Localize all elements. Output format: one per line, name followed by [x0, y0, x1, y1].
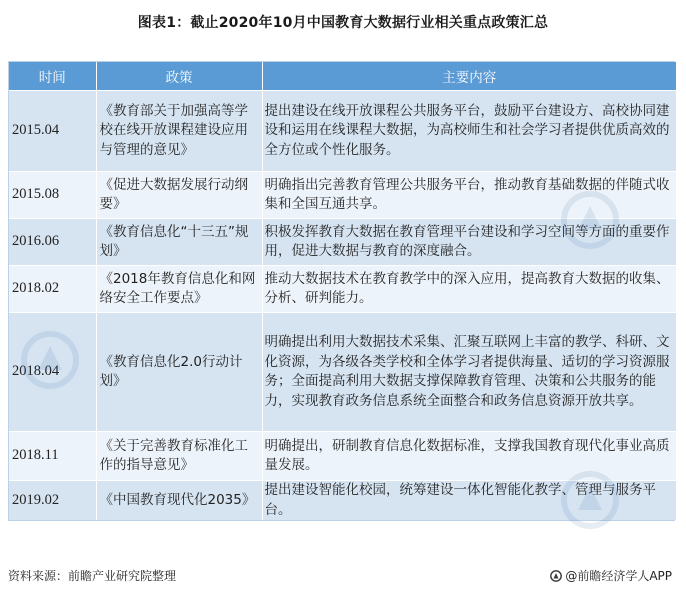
source-note: 资料来源：前瞻产业研究院整理 [8, 569, 177, 583]
table-row [9, 313, 676, 432]
header-content: 主要内容 [262, 62, 676, 91]
header-policy: 政策 [96, 62, 262, 91]
table-row [9, 266, 676, 313]
table-header-row [9, 62, 676, 91]
cell-policy: 《关于完善教育标准化工作的指导意见》 [96, 432, 262, 481]
cell-content: 提出建设在线开放课程公共服务平台，鼓励平台建设方、高校协同建设和运用在线课程大数据，为高校师生和社会学习者提供优质高效的全方位或个性化服务。 [262, 91, 676, 172]
brand-label: @前瞻经济学人APP [565, 569, 672, 583]
cell-policy: 《教育信息化2.0行动计划》 [96, 313, 262, 432]
header-time: 时间 [9, 62, 96, 91]
cell-policy: 《2018年教育信息化和网络安全工作要点》 [96, 266, 262, 313]
cell-content: 积极发挥教育大数据在教育管理平台建设和学习空间等方面的重要作用，促进大数据与教育的深度融合。 [262, 219, 676, 266]
cell-policy: 《教育信息化“十三五”规划》 [96, 219, 262, 266]
table-row [9, 481, 676, 521]
cell-content: 明确提出利用大数据技术采集、汇聚互联网上丰富的教学、科研、文化资源，为各级各类学校和全体学习者提供海量、适切的学习资源服务；全面提高利用大数据支撑保障教育管理、决策和公共服务的能力，实现教育政务信息系统全面整合和政务信息资源开放共享。 [262, 313, 676, 432]
brand-credit [550, 567, 672, 584]
cell-policy: 《教育部关于加强高等学校在线开放课程建设应用与管理的意见》 [96, 91, 262, 172]
table-row [9, 432, 676, 481]
cell-content: 推动大数据技术在教育教学中的深入应用，提高教育大数据的收集、分析、研判能力。 [262, 266, 676, 313]
cell-time: 2019.02 [9, 481, 96, 521]
cell-time: 2018.02 [9, 266, 96, 313]
policy-table [9, 62, 676, 520]
cell-content: 明确指出完善教育管理公共服务平台，推动教育基础数据的伴随式收集和全国互通共享。 [262, 172, 676, 219]
chart-title: 图表1：截止2020年10月中国教育大数据行业相关重点政策汇总 [137, 15, 549, 31]
qianzhan-logo-icon [550, 570, 562, 582]
cell-policy: 《中国教育现代化2035》 [96, 481, 262, 521]
cell-time: 2018.04 [9, 313, 96, 432]
cell-content: 明确提出，研制教育信息化数据标准，支撑我国教育现代化事业高质量发展。 [262, 432, 676, 481]
cell-time: 2016.06 [9, 219, 96, 266]
policy-table-container [8, 61, 675, 521]
cell-time: 2015.04 [9, 91, 96, 172]
table-row [9, 219, 676, 266]
cell-time: 2018.11 [9, 432, 96, 481]
cell-time: 2015.08 [9, 172, 96, 219]
cell-content: 提出建设智能化校园，统筹建设一体化智能化教学、管理与服务平台。 [262, 481, 676, 521]
table-row [9, 172, 676, 219]
table-row [9, 91, 676, 172]
cell-policy: 《促进大数据发展行动纲要》 [96, 172, 262, 219]
